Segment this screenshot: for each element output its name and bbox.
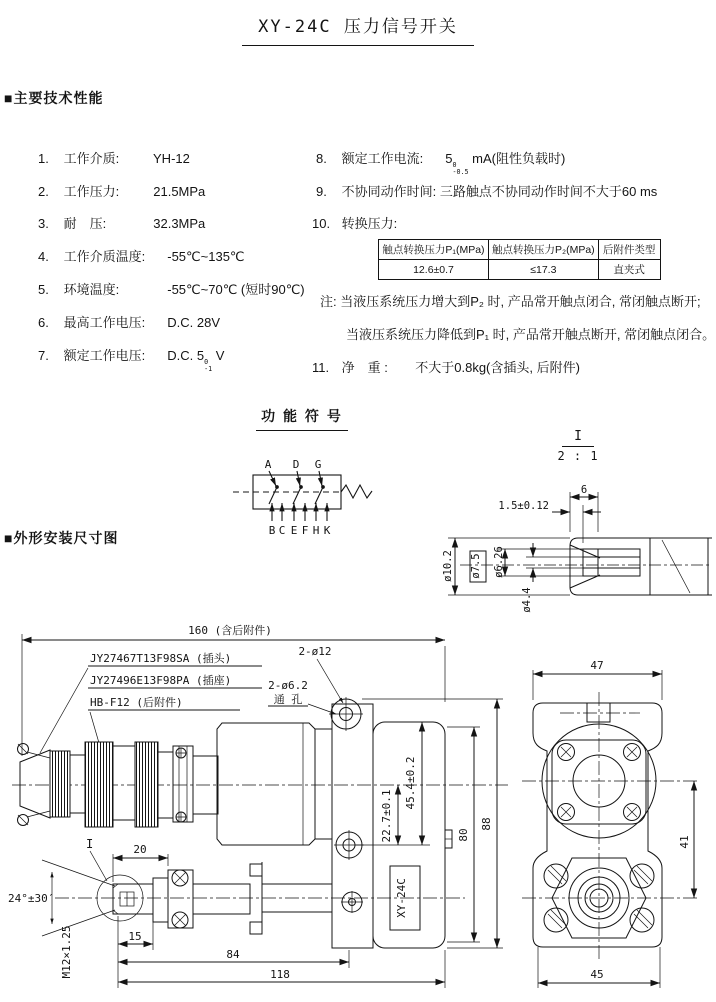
contact-label-b: B: [268, 524, 276, 537]
dim-label-47: 47: [590, 659, 604, 672]
detail-marker-i: I: [86, 837, 94, 851]
spec-item-9: 9. 不协同动作时间: 三路触点不协同动作时间不大于60 ms: [316, 184, 658, 199]
section-heading-performance: ■主要技术性能: [4, 90, 104, 106]
side-view-drawing: [522, 670, 700, 988]
spec-item-8: 8. 额定工作电流: 5 0 -0.5 mA(阻性负载时): [316, 151, 566, 176]
contact-label-c: C: [278, 524, 286, 537]
dim-label-84: 84: [226, 948, 240, 961]
contact-label-e: E: [290, 524, 298, 537]
detail-scale: 2 : 1: [557, 449, 599, 463]
attachment-value: 直夹式: [598, 260, 660, 280]
spec-item-10: 10. 转换压力:: [312, 216, 398, 231]
dim-label-1-5: 1.5±0.12: [498, 500, 549, 512]
contact-label-h: H: [312, 524, 320, 537]
col-p2: 触点转换压力P₂(MPa): [489, 240, 599, 260]
angle-label: 24°±30′: [8, 892, 55, 905]
dim-label-d7-5: ø7.5: [470, 553, 482, 579]
dim-label-80: 80: [457, 828, 470, 842]
part-label-socket: JY27496E13F98PA (插座): [90, 674, 232, 687]
tolerance-stack: 0 -1: [204, 358, 213, 373]
function-symbol-diagram: [233, 471, 372, 521]
col-attachment: 后附件类型: [598, 240, 660, 260]
function-symbol-title: 功 能 符 号: [230, 406, 374, 431]
front-view-drawing: [12, 634, 508, 988]
dim-label-45-4: 45.4±0.2: [404, 756, 417, 810]
function-symbol-labels: [265, 458, 331, 537]
note-line-1: 注: 当液压系统压力增大到P₂ 时, 产品常开触点闭合, 常闭触点断开;: [320, 294, 701, 309]
dim-label-160: 160 (含后附件): [188, 624, 272, 637]
dim-label-20: 20: [133, 843, 147, 856]
hole-label-2d12: 2-ø12: [298, 645, 332, 658]
dim-label-d6-26: ø6.26: [493, 546, 505, 578]
dim-label-45: 45: [590, 968, 604, 981]
spec-item-4: 4. 工作介质温度: -55℃~135℃: [38, 249, 245, 264]
detail-view-labels: [442, 484, 587, 613]
detail-view-drawing: [448, 492, 712, 595]
thread-label: M12×1.25: [60, 925, 73, 979]
spec-item-2: 2. 工作压力: 21.5MPa: [38, 184, 206, 199]
part-label-plug: JY27467T13F98SA (插头): [90, 652, 232, 665]
contact-label-k: K: [323, 524, 331, 537]
detail-marker: I: [562, 429, 594, 447]
dim-label-15: 15: [128, 930, 142, 943]
dim-label-d4-4: ø4.4: [521, 587, 533, 613]
hole-label-thru: 通 孔: [273, 693, 303, 706]
dim-label-41: 41: [678, 835, 691, 849]
spec-item-5: 5. 环境温度: -55℃~70℃ (短时90℃): [38, 282, 305, 297]
spec-item-6: 6. 最高工作电压: D.C. 28V: [38, 315, 220, 330]
section-heading-dimensions: ■外形安装尺寸图: [4, 530, 119, 546]
dim-label-88: 88: [480, 817, 493, 831]
contact-label-a: A: [264, 458, 272, 471]
dim-label-118: 118: [270, 968, 290, 981]
nameplate-text: XY-24C: [395, 878, 408, 918]
spec-item-11: 11. 净 重 : 不大于0.8kg(含插头, 后附件): [312, 360, 580, 375]
dim-label-d10-2: ø10.2: [442, 550, 454, 582]
p2-value: ≤17.3: [489, 260, 599, 280]
p1-value: 12.6±0.7: [379, 260, 489, 280]
page-title: XY-24C 压力信号开关: [0, 12, 716, 46]
tolerance-stack: 0 -0.5: [452, 161, 469, 176]
spec-item-7: 7. 额定工作电压: D.C. 5 0 -1 V: [38, 348, 225, 373]
note-line-2: 当液压系统压力降低到P₁ 时, 产品常开触点断开, 常闭触点闭合。: [346, 327, 716, 342]
contact-label-d: D: [292, 458, 300, 471]
contact-label-g: G: [314, 458, 322, 471]
hole-label-2d6-2: 2-ø6.2: [268, 679, 308, 692]
spec-item-1: 1. 工作介质: YH-12: [38, 151, 190, 166]
col-p1: 触点转换压力P₁(MPa): [379, 240, 489, 260]
contact-label-f: F: [301, 524, 309, 537]
spec-item-3: 3. 耐 压: 32.3MPa: [38, 216, 206, 231]
part-label-rear-attachment: HB-F12 (后附件): [90, 696, 183, 709]
dim-label-6: 6: [580, 484, 588, 496]
dim-label-22-7: 22.7±0.1: [380, 789, 393, 843]
